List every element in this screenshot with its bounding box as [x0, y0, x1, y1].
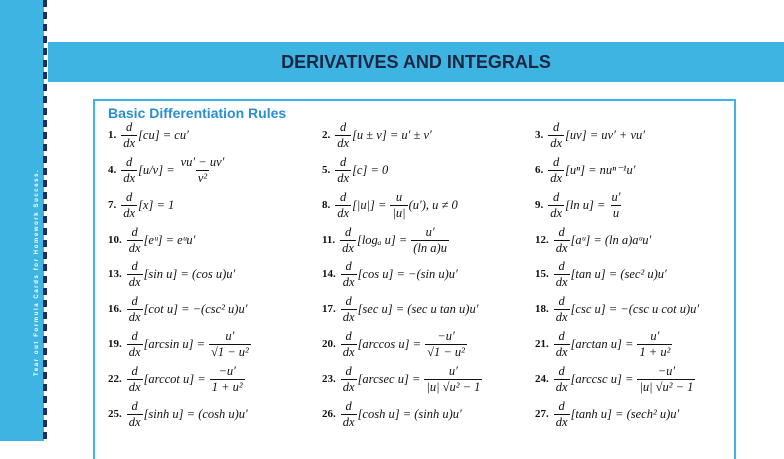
rule-number: 10.: [108, 234, 122, 246]
rule-19: [108, 330, 252, 358]
operator-denominator: dx: [123, 205, 136, 220]
rule-expression: [sinh u] = (cosh u)u′: [143, 406, 248, 421]
section-title: Basic Differentiation Rules: [108, 105, 287, 121]
operator-numerator: d: [558, 259, 565, 273]
operator-numerator: d: [131, 399, 138, 413]
derivative-operator: [341, 365, 357, 393]
rule-5: [322, 156, 388, 184]
derivative-operator: [548, 191, 564, 219]
rule-number: 20.: [322, 338, 336, 350]
operator-denominator: dx: [337, 135, 350, 150]
operator-denominator: dx: [555, 344, 568, 359]
rule-expression: [eᵘ] = eᵘu′: [143, 232, 196, 247]
rule-expression: [ln u] =: [565, 197, 606, 212]
rule-27: [535, 400, 679, 428]
derivative-operator: [121, 121, 137, 149]
result-fraction: [637, 365, 695, 393]
rule-7: [108, 191, 174, 219]
fraction-denominator: u: [612, 205, 620, 220]
operator-denominator: dx: [555, 309, 568, 324]
operator-numerator: d: [553, 190, 560, 204]
rule-tail: (u′), u ≠ 0: [408, 197, 458, 212]
result-fraction: [609, 191, 622, 219]
rule-number: 3.: [535, 129, 544, 141]
derivative-operator: [127, 295, 143, 323]
derivative-operator: [554, 295, 570, 323]
operator-denominator: dx: [128, 309, 141, 324]
operator-numerator: d: [340, 155, 347, 169]
operator-numerator: d: [558, 364, 565, 378]
fraction-numerator: u′: [650, 329, 660, 343]
derivative-operator: [554, 400, 570, 428]
operator-denominator: dx: [550, 135, 563, 150]
derivative-operator: [341, 295, 357, 323]
derivative-operator: [340, 226, 356, 254]
operator-denominator: dx: [128, 379, 141, 394]
rule-8: [322, 191, 458, 219]
rule-expression: [cu] = cu′: [138, 127, 189, 142]
result-fraction: [637, 330, 672, 358]
rule-number: 19.: [108, 338, 122, 350]
operator-denominator: dx: [128, 274, 141, 289]
operator-numerator: d: [126, 120, 133, 134]
perforation-line: [43, 0, 47, 441]
operator-denominator: dx: [342, 274, 355, 289]
fraction-numerator: u′: [425, 225, 435, 239]
operator-denominator: dx: [555, 240, 568, 255]
rule-number: 2.: [322, 129, 331, 141]
fraction-numerator: u′: [225, 329, 235, 343]
rule-15: [535, 260, 667, 288]
rule-expression: [logₐ u] =: [356, 232, 408, 247]
result-fraction: [411, 226, 449, 254]
derivative-operator: [341, 400, 357, 428]
rule-25: [108, 400, 248, 428]
rule-number: 21.: [535, 338, 549, 350]
result-fraction: [210, 365, 245, 393]
operator-denominator: dx: [128, 344, 141, 359]
rule-number: 12.: [535, 234, 549, 246]
fraction-denominator: v²: [197, 170, 208, 185]
operator-numerator: d: [126, 190, 133, 204]
derivative-operator: [335, 121, 351, 149]
rule-number: 5.: [322, 164, 331, 176]
operator-denominator: dx: [123, 135, 136, 150]
fraction-denominator: 1 + u²: [639, 344, 671, 359]
rule-expression: [sec u] = (sec u tan u)u′: [357, 301, 479, 316]
rule-26: [322, 400, 462, 428]
rule-11: [322, 226, 450, 254]
rule-12: [535, 226, 651, 254]
operator-denominator: dx: [123, 170, 136, 185]
derivative-operator: [554, 365, 570, 393]
rule-number: 22.: [108, 373, 122, 385]
operator-numerator: d: [553, 120, 560, 134]
rule-expression: [tan u] = (sec² u)u′: [570, 266, 667, 281]
operator-numerator: d: [345, 294, 352, 308]
derivative-operator: [121, 191, 137, 219]
derivative-operator: [127, 400, 143, 428]
result-fraction: [425, 330, 467, 358]
derivative-operator: [127, 260, 143, 288]
rule-10: [108, 226, 195, 254]
result-fraction: [179, 156, 227, 184]
rule-number: 8.: [322, 199, 331, 211]
rule-expression: [arccot u] =: [143, 371, 206, 386]
operator-denominator: dx: [342, 379, 355, 394]
derivative-operator: [548, 156, 564, 184]
fraction-numerator: −u′: [218, 364, 236, 378]
operator-denominator: dx: [337, 170, 350, 185]
rule-expression: [x] = 1: [138, 197, 175, 212]
rule-number: 24.: [535, 373, 549, 385]
rule-1: [108, 121, 189, 149]
fraction-numerator: u′: [448, 364, 458, 378]
operator-denominator: dx: [550, 205, 563, 220]
rule-24: [535, 365, 696, 393]
operator-denominator: dx: [342, 414, 355, 429]
rule-number: 16.: [108, 303, 122, 315]
rule-expression: [tanh u] = (sech² u)u′: [570, 406, 680, 421]
rule-13: [108, 260, 235, 288]
rule-number: 23.: [322, 373, 336, 385]
rule-number: 17.: [322, 303, 336, 315]
operator-denominator: dx: [555, 379, 568, 394]
operator-numerator: d: [126, 155, 133, 169]
derivative-operator: [554, 260, 570, 288]
rule-expression: [sin u] = (cos u)u′: [143, 266, 236, 281]
rule-4: [108, 156, 227, 184]
derivative-operator: [554, 330, 570, 358]
derivative-operator: [554, 226, 570, 254]
rule-2: [322, 121, 432, 149]
fraction-numerator: −u′: [437, 329, 455, 343]
rule-expression: [aᵘ] = (ln a)aᵘu′: [570, 232, 652, 247]
rule-22: [108, 365, 246, 393]
operator-denominator: dx: [337, 205, 350, 220]
spine-text: Tear out Formula Cards for Homework Success.: [34, 168, 40, 376]
rule-expression: [u ± v] = u′ ± v′: [352, 127, 432, 142]
fraction-numerator: u′: [611, 190, 621, 204]
rule-number: 15.: [535, 268, 549, 280]
fraction-denominator: √1 − u²: [427, 344, 465, 359]
operator-denominator: dx: [555, 274, 568, 289]
rule-9: [535, 191, 623, 219]
fraction-denominator: √1 − u²: [211, 344, 249, 359]
derivative-operator: [127, 365, 143, 393]
rule-number: 26.: [322, 408, 336, 420]
result-fraction: [424, 365, 482, 393]
operator-denominator: dx: [128, 414, 141, 429]
derivative-operator: [121, 156, 137, 184]
operator-numerator: d: [345, 364, 352, 378]
operator-numerator: d: [340, 120, 347, 134]
derivative-operator: [548, 121, 564, 149]
operator-numerator: d: [131, 259, 138, 273]
rule-expression: [c] = 0: [352, 162, 389, 177]
rule-17: [322, 295, 478, 323]
rule-number: 1.: [108, 129, 117, 141]
derivative-operator: [335, 191, 351, 219]
fraction-denominator: 1 + u²: [211, 379, 243, 394]
operator-denominator: dx: [555, 414, 568, 429]
operator-numerator: d: [558, 329, 565, 343]
rule-expression: [u/v] =: [138, 162, 175, 177]
rule-number: 6.: [535, 164, 544, 176]
fraction-denominator: |u| √u² − 1: [639, 379, 694, 394]
rule-expression: [arctan u] =: [570, 336, 634, 351]
rule-14: [322, 260, 458, 288]
rule-expression: [cos u] = −(sin u)u′: [357, 266, 458, 281]
rule-expression: [|u|] =: [352, 197, 387, 212]
rule-number: 14.: [322, 268, 336, 280]
rule-number: 25.: [108, 408, 122, 420]
result-fraction: [209, 330, 251, 358]
page-title: DERIVATIVES AND INTEGRALS: [281, 52, 551, 72]
derivative-operator: [335, 156, 351, 184]
operator-numerator: d: [131, 225, 138, 239]
operator-numerator: d: [344, 225, 352, 239]
derivative-operator: [341, 260, 357, 288]
rule-number: 7.: [108, 199, 117, 211]
operator-numerator: d: [558, 399, 565, 413]
rule-number: 18.: [535, 303, 549, 315]
derivative-operator: [341, 330, 357, 358]
rule-number: 27.: [535, 408, 549, 420]
rule-16: [108, 295, 247, 323]
rule-expression: [arccsc u] =: [570, 371, 634, 386]
rule-3: [535, 121, 645, 149]
operator-numerator: d: [553, 155, 560, 169]
fraction-numerator: vu′ − uv′: [180, 155, 225, 169]
operator-numerator: d: [340, 190, 347, 204]
rule-21: [535, 330, 673, 358]
rule-23: [322, 365, 483, 393]
rule-20: [322, 330, 468, 358]
operator-numerator: d: [558, 294, 565, 308]
operator-denominator: dx: [128, 240, 141, 255]
fraction-denominator: (ln a)u: [413, 240, 447, 255]
rule-expression: [uv] = uv′ + vu′: [565, 127, 646, 142]
operator-numerator: d: [131, 364, 138, 378]
rule-expression: [uⁿ] = nuⁿ⁻¹u′: [565, 163, 636, 177]
operator-denominator: dx: [342, 240, 354, 255]
derivative-operator: [127, 330, 143, 358]
rule-expression: [cot u] = −(csc² u)u′: [143, 301, 248, 316]
rule-number: 9.: [535, 199, 544, 211]
rule-expression: [arcsin u] =: [143, 336, 206, 351]
operator-numerator: d: [131, 329, 138, 343]
operator-numerator: d: [345, 259, 352, 273]
rule-6: [535, 156, 635, 184]
operator-numerator: d: [131, 294, 138, 308]
operator-numerator: d: [558, 225, 565, 239]
operator-denominator: dx: [342, 309, 355, 324]
rule-expression: [arcsec u] =: [357, 371, 421, 386]
operator-numerator: d: [345, 329, 352, 343]
fraction-numerator: −u′: [657, 364, 676, 378]
rule-number: 4.: [108, 164, 117, 176]
fraction-denominator: |u| √u² − 1: [426, 379, 481, 394]
rule-number: 11.: [322, 234, 336, 246]
rule-number: 13.: [108, 268, 122, 280]
operator-denominator: dx: [342, 344, 355, 359]
fraction-numerator: u: [395, 190, 403, 204]
result-fraction: [390, 191, 407, 219]
derivative-operator: [127, 226, 143, 254]
rule-expression: [cosh u] = (sinh u)u′: [357, 406, 462, 421]
rule-18: [535, 295, 699, 323]
operator-numerator: d: [345, 399, 352, 413]
rule-expression: [arccos u] =: [357, 336, 422, 351]
fraction-denominator: |u|: [392, 205, 406, 220]
operator-denominator: dx: [550, 170, 563, 185]
rule-expression: [csc u] = −(csc u cot u)u′: [570, 301, 700, 316]
